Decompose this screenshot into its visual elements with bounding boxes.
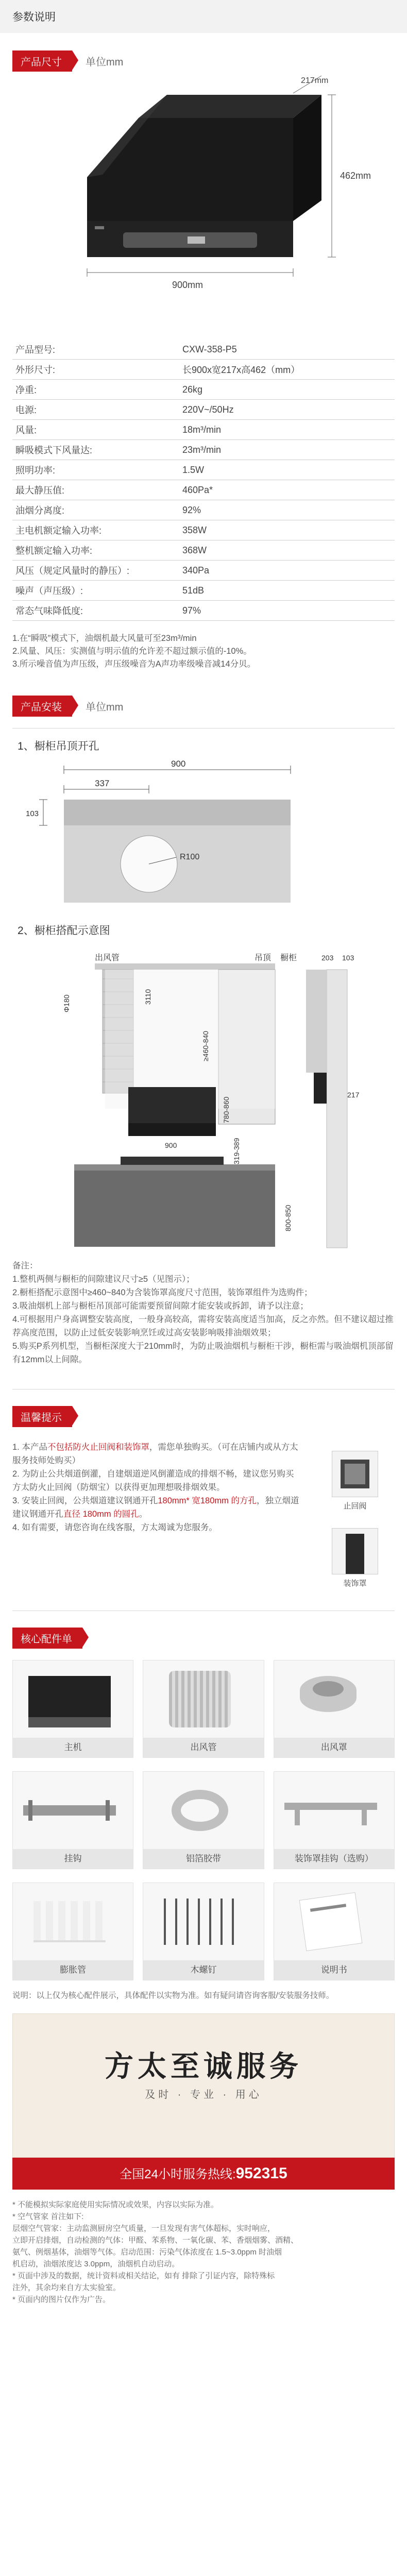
tip-4: 4. 如有需要，请您咨询在线客服，方太竭诚为您服务。 [12, 1523, 217, 1532]
part-card [12, 1883, 133, 1980]
spec-key: 净重: [15, 385, 37, 395]
pipe-label: 出风管 [95, 954, 120, 962]
footer-line: 注外，其余均来自方太实验室。 [12, 2283, 121, 2292]
service-title: 方太至诚服务 [105, 2049, 302, 2083]
decor-cover-figure [327, 1528, 383, 1588]
spec-key: 电源: [15, 405, 37, 415]
dim-203: 203 [321, 954, 334, 962]
spec-value: 26kg [182, 384, 203, 395]
hotline-number[interactable]: 952315 [235, 2165, 287, 2182]
spec-key: 最大静压值: [15, 485, 65, 496]
decor-cover-icon [332, 1528, 378, 1574]
install-note: 3.吸油烟机上部与橱柜吊顶部可能需要预留间隙才能安装或拆卸，请予以注意； [12, 1301, 309, 1311]
part-card [274, 1771, 395, 1869]
dim-103: 103 [342, 954, 354, 962]
spec-row [12, 581, 395, 601]
spec-rows [12, 340, 395, 621]
spec-value: CXW-358-P5 [182, 344, 237, 354]
spec-value: 340Pa [182, 565, 210, 575]
hood-top [139, 95, 321, 118]
dim-780-860: 780-860 [222, 1096, 230, 1123]
check-valve-label: 止回阀 [343, 1502, 367, 1511]
spec-key: 产品型号: [15, 345, 56, 355]
spec-value: 460Pa* [182, 484, 213, 495]
tip-2: 2. 为防止公共烟道倒灌，自建烟道逆风倒灌造成的排烟不畅，建议您另购买方太防火止回阀（防烟宝）以获得更加理想吸排烟效果。 [12, 1469, 294, 1492]
part-card [143, 1660, 264, 1758]
spec-row [12, 420, 395, 440]
footer-line: * 不能模拟实际家庭使用实际情况或效果，内容以实际为准。 [12, 2200, 219, 2209]
spec-value: 97% [182, 605, 201, 616]
part-card [274, 1660, 395, 1758]
install-label-1: 1、橱柜吊顶开孔 [18, 740, 99, 752]
check-valve-icon [332, 1451, 378, 1497]
install-unit: 单位mm [86, 702, 124, 713]
dim-3110: 3110 [144, 989, 152, 1005]
spec-value: 51dB [182, 585, 205, 596]
spec-row [12, 500, 395, 520]
ceiling-radius-label: R100 [180, 853, 200, 861]
ceiling-label: 吊顶 [255, 954, 272, 962]
part-caption: 说明书 [274, 1960, 394, 1980]
spec-unit: 单位mm [86, 57, 124, 68]
spec-tag: 产品尺寸 [12, 50, 72, 72]
hood-body [87, 118, 293, 221]
spec-section-header [12, 50, 407, 72]
install-note: 4.可根据用户身高调整安装高度，一般身高较高，需将安装高度适当加高，反之亦然。但不建议超过推荐高度范围，以防止过低安装影响烹饪或过高安装影响吸排油烟效果； [12, 1315, 394, 1337]
spec-key: 整机额定输入功率: [15, 546, 93, 556]
pipe-dia-label: Φ180 [62, 994, 71, 1012]
part-caption: 出风管 [143, 1738, 263, 1757]
spec-row [12, 460, 395, 480]
ceiling-depth-label: 103 [26, 809, 39, 818]
spec-note: 3.所示噪音值为声压级，声压级噪音为A声功率级噪音减14分贝。 [12, 659, 256, 669]
tips-text [12, 1440, 301, 1534]
hotline-bar [12, 2158, 395, 2190]
spec-row [12, 380, 395, 400]
spec-value: 23m³/min [182, 444, 222, 455]
header-bar [0, 0, 407, 33]
spec-key: 常态气味降低度: [15, 606, 83, 616]
spec-value: 92% [182, 504, 201, 515]
part-card [12, 1660, 133, 1758]
ceiling-offset-label: 337 [95, 778, 110, 788]
install-notes [12, 1259, 395, 1366]
spec-row [12, 360, 395, 380]
footer-line: * 空气管家 首注如下: [12, 2212, 84, 2221]
cabinet-layout-diagram [12, 943, 395, 1252]
dim-width-label: 900mm [172, 280, 204, 290]
spec-key: 风压（规定风量时的静压）: [15, 566, 129, 576]
service-subtitle: 及时 · 专业 · 用心 [145, 2089, 262, 2100]
footer-line: 立即开启排烟，自动检测的气体：甲醛、苯系物、一氧化碳、苯、香烟烟雾、酒精、 [12, 2236, 299, 2245]
part-caption: 出风罩 [274, 1738, 394, 1757]
spec-value: 1.5W [182, 464, 205, 475]
spec-row [12, 520, 395, 540]
footer-line: * 页面中涉及的数据，统计资料或相关结论，如有 排除了引证内容，除特殊标 [12, 2272, 275, 2280]
part-caption: 装饰罩挂钩（选购） [274, 1849, 394, 1869]
parts-note: 说明：以上仅为核心配件展示，具体配件以实物为准。如有疑问请咨询客服/安装服务技师。 [12, 1991, 334, 2000]
spec-value: 220V~/50Hz [182, 404, 234, 415]
footer-line: 层烟空气管家：主动监测厨房空气质量，一旦发现有害气体超标，实时响应， [12, 2224, 276, 2233]
spec-row [12, 440, 395, 460]
service-banner [12, 2013, 395, 2158]
dim-460-840: ≥460-840 [201, 1030, 210, 1061]
install-tag: 产品安装 [12, 696, 72, 717]
spec-note: 2.风量、风压：实测值与明示值的允许差不超过额示值的-10%。 [12, 647, 252, 656]
spec-row [12, 400, 395, 420]
spec-key: 外形尺寸: [15, 365, 56, 375]
part-card [274, 1883, 395, 1980]
footer-line: * 页面内的图片仅作为广告。 [12, 2295, 111, 2304]
tips-tag: 温馨提示 [12, 1406, 72, 1427]
dim-217: 217 [347, 1091, 360, 1099]
spec-key: 油烟分离度: [15, 505, 65, 516]
install-label-2: 2、橱柜搭配示意图 [18, 925, 110, 937]
spec-value: 358W [182, 524, 207, 535]
part-card [12, 1771, 133, 1869]
install-note: 5.购买P系列机型，当橱柜深度大于210mm时，为防止吸油烟机与橱柜干涉，橱柜需与吸油烟机顶部留有12mm以上间隙。 [12, 1342, 394, 1364]
ceiling-hole-diagram [12, 758, 395, 913]
spec-notes [12, 632, 395, 671]
install-note: 2.橱柜搭配示意图中≥460~840为含装饰罩高度尺寸范围，装饰罩组件为选购件； [12, 1288, 313, 1297]
decor-cover-label: 装饰罩 [343, 1579, 367, 1588]
spec-key: 主电机额定输入功率: [15, 526, 102, 536]
spec-table [12, 340, 395, 621]
install-section-header [12, 696, 407, 717]
footer-line: 氨气、例烟基体，油烟等气体。启动范围：污染气体浓度在 1.5~3.0ppm 时油烟 [12, 2248, 282, 2257]
ceiling-width-label: 900 [171, 759, 186, 769]
spec-row [12, 601, 395, 621]
cabinet-layout-figure [12, 943, 395, 1252]
spec-key: 风量: [15, 425, 37, 435]
spec-value: 18m³/min [182, 424, 222, 435]
part-caption: 主机 [13, 1738, 133, 1757]
spec-row [12, 480, 395, 500]
spec-key: 噪声（声压级）: [15, 586, 83, 596]
tips-section-header [12, 1406, 407, 1427]
spec-value: 长900x宽217x高462（mm） [182, 365, 300, 375]
dim-800-850: 800-850 [284, 1205, 292, 1231]
page-title: 参数说明 [12, 11, 56, 23]
spec-row [12, 561, 395, 581]
range-hood-illustration [12, 72, 395, 360]
spec-value: 368W [182, 545, 207, 555]
tips-block [12, 1440, 395, 1611]
dim-height-label: 462mm [340, 171, 371, 181]
part-card [143, 1771, 264, 1869]
part-card [143, 1883, 264, 1980]
dim-depth-label: 217mm [301, 76, 329, 85]
footer-line: 机启动，油烟浓度达 3.0ppm，油烟机自动启动。 [12, 2260, 180, 2268]
spec-key: 瞬吸模式下风量达: [15, 445, 93, 455]
check-valve-figure [327, 1451, 383, 1511]
part-caption: 挂钩 [13, 1849, 133, 1869]
parts-section-header [12, 1628, 407, 1649]
footer-notes [12, 2199, 395, 2306]
dim-319-389: 319-389 [232, 1138, 241, 1164]
spec-row [12, 540, 395, 561]
install-note: 1.整机两侧与橱柜的间隙建议尺寸≥5（见图示）； [12, 1275, 195, 1284]
part-caption: 膨胀管 [13, 1960, 133, 1980]
parts-grid [12, 1660, 395, 1980]
tip-3: 3. 安装止回阀，公共烟道建议钢通开孔180mm* 宽180mm 的方孔，独立烟道建议钢通开孔直径 180mm 的圆孔。 [12, 1496, 299, 1519]
product-dimension-figure [12, 72, 395, 360]
lower-cabinet [74, 1170, 275, 1247]
install-note: 备注： [12, 1261, 38, 1270]
spec-note: 1.在“瞬吸”模式下，油烟机最大风量可至23m³/min [12, 634, 197, 643]
cabinet-label: 橱柜 [280, 954, 297, 962]
hotline-label: 全国24小时服务热线: [120, 2167, 236, 2181]
dim-900: 900 [165, 1141, 177, 1149]
spec-key: 照明功率: [15, 465, 56, 476]
ceiling-hole-figure [12, 758, 395, 913]
parts-tag: 核心配件单 [12, 1628, 82, 1649]
hood-in-cabinet [128, 1087, 216, 1123]
part-caption: 铝箔胶带 [143, 1849, 263, 1869]
part-caption: 木螺钉 [143, 1960, 263, 1980]
tip-1: 1. 本产品不包括防火止回阀和装饰罩，需您单独购买。（可在店铺内或从方太服务技师处购买） [12, 1443, 298, 1465]
